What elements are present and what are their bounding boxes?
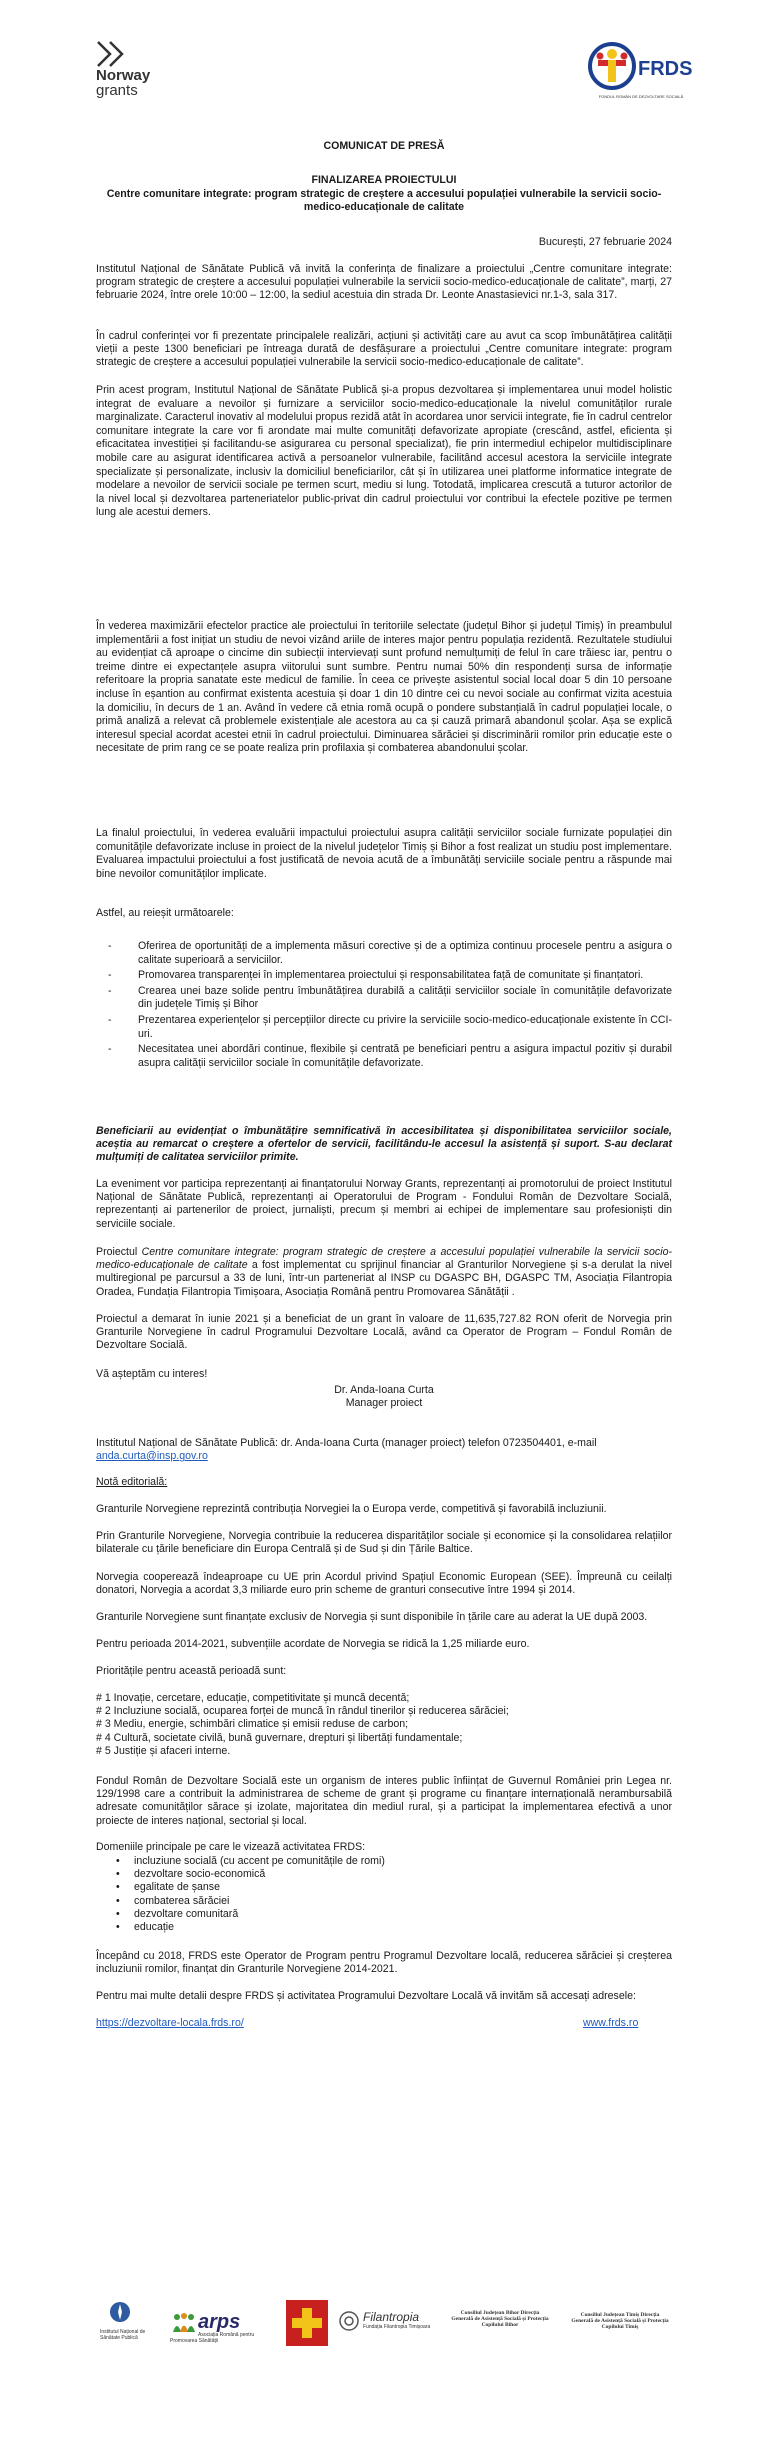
note-title: Notă editorială: <box>96 1476 168 1488</box>
note-paragraph-5: Pentru perioada 2014-2021, subvențiile acordate de Norvegia se ridică la 1,25 miliarde euro. <box>96 1638 530 1650</box>
frds-logo <box>586 36 696 106</box>
dgaspc-timis-logo <box>570 2312 670 2330</box>
priority-item: # 2 Incluziune socială, ocuparea forței de muncă în rândul tinerilor și reducerea sărăciei; <box>96 1705 509 1718</box>
dgaspc-bihor-logo <box>450 2310 550 2328</box>
filantropia-oradea-logo <box>286 2300 328 2346</box>
insp-emblem-icon <box>108 2300 132 2324</box>
filantropia-timisoara-logo <box>338 2310 438 2332</box>
frds-name: FRDS <box>638 58 693 80</box>
paragraph-study: În vederea maximizării efectelor practice ale proiectului în teritoriile selectate (județul Bihor și județul Timiș) în preambulul implementării a fost inițiat un studiu de nevoi vizând ariile de interes major pentru populația rezidentă. Rezultatele studiului au evidențiat că aproape o cincime din subiecții intervievați sunt profund nemulțumiți de felul în care trăiesc iar, pentru o treime dintre ei expectanțele asupra viitorului sunt sumbre. Pentru numai 50% din respondenți sursa de informație referitoare la propria sanatate este medicul de familie. În ceea ce privește asistentul social local doar 5 din 10 persoane incluse în eșantion au confirmat existenta acestuia și doar 1 din 10 dintre cei cu nevoi sociale au confirmat vizita acestuia la domiciliu, în decurs de 1 an. Având în vedere că etnia romă ocupă o pondere substanțială în cadrul populației locale, o primă analiză a relevat că problemele existențiale ale acestora au ca și cauză primară abandonul școlar. Așa se explică interesul special acordat acestei etnii în cadrul proiectului. Diminuarea sărăciei și discriminării romilor prin educație este o necesitate de prim rang ce se poate realiza prin profilaxia și combaterea abandonului școlar. <box>96 620 672 755</box>
dgaspc-timis-caption: Consiliul Județean Timiș Direcția Generală de Asistență Socială și Protecția Copilului Timiș <box>571 2312 669 2330</box>
closing: Vă așteptăm cu interes! <box>96 1368 208 1380</box>
priority-item: # 4 Cultură, societate civilă, bună guvernare, drepturi și libertăți fundamentale; <box>96 1731 463 1744</box>
insp-caption: Institutul Național de Sănătate Publică <box>100 2329 146 2341</box>
partnership-suffix: a fost implementat cu sprijinul financiar al Granturilor Norvegiene și s-a derulat la nivel multiregional pe parcursul a 33 de luni, într-un parteneriat al INSP cu DGASPC BH, DGASPC TM, Asociația Filantropia Oradea, Fundația Filantropia Timișoara, Asociația Română pentru Promovarea Sănătății . <box>96 1259 672 1298</box>
partnership-project-name: Centre comunitare integrate: program strategic de creștere a accesului populației vulnerabile la servicii socio-medico-educaționale de calitate <box>96 1246 672 1272</box>
frds-subtitle: FONDUL ROMÂN DE DEZVOLTARE SOCIALĂ <box>598 94 684 99</box>
title-line-2: Centre comunitare integrate: program strategic de creștere a accesului populației vulnerabile la servicii socio-medico-educaționale de calitate <box>106 188 662 214</box>
filantropia-caption: Fundația Filantropia Timișoara <box>363 2324 431 2330</box>
contact-line <box>96 1437 672 1463</box>
paragraph-evaluation: La finalul proiectului, în vederea evaluării impactului proiectului asupra calității serviciilor sociale furnizate populației din comunitățile defavorizate incluse in proiect de la nivelul județelor Timiș și Bihor a fost realizat un studiu post implementare. Evaluarea impactului proiectului a fost justificată de nevoia acută de a îmbunătăți serviciile sociale pentru a răspunde mai bine nevoilor comunităților implicate. <box>96 827 672 880</box>
paragraph-conference: În cadrul conferinței vor fi prezentate principalele realizări, acțiuni și activități care au avut ca scop îmbunătățirea calității vieții a peste 1300 beneficiari pe întreaga durată de desfășurare a proiectului „Centre comunitare integrate: program strategic de creștere a accesului populației vulnerabile la servicii socio-medico-educaționale de calitate”. <box>96 330 672 369</box>
kicker: COMUNICAT DE PRESĂ <box>323 140 445 152</box>
insp-logo <box>100 2300 150 2341</box>
frds-circle-icon <box>586 40 638 96</box>
results-item: - Prezentarea experiențelor și percepțiilor directe cu privire la serviciile socio-medico-educaționale existente în CCI- uri. <box>96 1014 672 1041</box>
link-dezvoltare-locala[interactable]: https://dezvoltare-locala.frds.ro/ <box>96 2017 244 2029</box>
note-paragraph-3: Norvegia cooperează îndeaproape cu UE prin Acordul privind Spațiul Economic European (SEE). Împreună cu ceilalți donatori, Norvegia a acordat 3,3 miliarde euro prin scheme de granturi consecutive între 1994 și 2014. <box>96 1571 672 1597</box>
results-item: - Crearea unei baze solide pentru îmbunătățirea durabilă a calității serviciilor sociale în comunitățile defavorizate din județele Timiș și Bihor <box>96 985 672 1012</box>
results-item: - Oferirea de oportunități de a implementa măsuri corective și de a optimiza continuu procesele pentru a asigura o calitate superioară a serviciilor. <box>96 940 672 967</box>
note-paragraph-4: Granturile Norvegiene sunt finanțate exclusiv de Norvegia și sunt disponibile în țările care au aderat la UE după 2003. <box>96 1611 648 1623</box>
signer-role: Manager proiect <box>345 1397 423 1409</box>
note-paragraph-6: Prioritățile pentru această perioadă sunt: <box>96 1665 287 1677</box>
note-paragraph-operator: Începând cu 2018, FRDS este Operator de Program pentru Programul Dezvoltare locală, reducerea sărăciei și creșterea incluziunii romilor, finanțat din Granturile Norvegiene 2014-2021. <box>96 1950 672 1976</box>
note-paragraph-1: Granturile Norvegiene reprezintă contribuția Norvegiei la o Europa verde, competitivă și favorabilă incluziunii. <box>96 1503 607 1515</box>
contact-email-link[interactable]: anda.curta@insp.gov.ro <box>96 1450 208 1463</box>
norway-grants-logo <box>96 40 186 104</box>
contact-text: Institutul Național de Sănătate Publică: dr. Anda-Ioana Curta (manager proiect) telefon 0723504401, e-mail <box>96 1437 597 1449</box>
arps-figures-icon <box>170 2312 198 2334</box>
paragraph-program: Prin acest program, Institutul Național de Sănătate Publică și-a propus dezvoltarea și implementarea unui model holistic integrat de evaluare a nevoilor și furnizare a serviciilor socio-medico-educaționale la nivelul comunităților rurale marginalizate. Caracterul inovativ al modelului propus rezidă atât în acordarea unor servicii integrate, fie în cadrul centrelor comunitare integrate la care vor fi arondate mai multe comunități defavorizate apropiate (crescând, astfel, eficienta și eficacitatea investiției și facilitandu-se asigurarea cu personal specializat), fie prin intermediul echipelor multidisciplinare mobile care au asigurat identificarea activă a persoanelor vulnerabile, facilitând accesul acestora la serviciile integrate specializate și personalizate, inclusiv la domiciliul beneficiarilor, cât și în utilizarea unei platforme informatice integrate de modelare a nevoilor de servicii sociale pe termen scurt, mediu si lung. Totodată, implicarea crescută a tuturor actorilor de la nivel local și dezvoltarea parteneriatelor public-privat din cadrul proiectului vor contribui la efectele pozitive pe termen lung ale acestui demers. <box>96 384 672 519</box>
partnership-prefix: Proiectul <box>96 1246 142 1258</box>
domains-list <box>96 1855 672 1934</box>
dateline: București, 27 februarie 2024 <box>538 236 672 248</box>
arps-wordmark: arps <box>198 2311 241 2333</box>
note-paragraph-domains-intro: Domeniile principale pe care le vizează activitatea FRDS: <box>96 1841 366 1853</box>
paragraph-invitation: Institutul Național de Sănătate Publică vă invită la conferința de finalizare a proiectului „Centre comunitare integrate: program strategic de creștere a accesului populației vulnerabile la servicii socio-medico-educaționale de calitate”, marți, 27 februarie 2024, între orele 10:00 – 12:00, la sediul acestuia din strada Dr. Leonte Anastasievici nr.1-3, sala 317. <box>96 263 672 302</box>
filantropia-circle-icon <box>338 2310 360 2332</box>
priority-item: # 3 Mediu, energie, schimbări climatice și emisii reduse de carbon; <box>96 1718 409 1731</box>
domain-item: • incluziune socială (cu accent pe comunitățile de romi) <box>96 1855 672 1868</box>
note-paragraph-frds: Fondul Român de Dezvoltare Socială este un organism de interes public înființat de Guvernul României prin Legea nr. 129/1998 care a contribuit la administrarea de scheme de grant și programe cu finanțare internațională nerambursabilă adresate comunităților sărace și izolate, majoritatea din mediul rural, și a participat la implementarea efectivă a unor proiecte de interes național, sectorial și local. <box>96 1775 672 1827</box>
arps-logo <box>170 2312 270 2344</box>
arps-caption: Asociația Română pentru Promovarea Sănătății <box>170 2332 255 2344</box>
results-item: - Promovarea transparenței în implementarea proiectului și responsabilitatea față de comunitate și finanțatori. <box>96 969 672 983</box>
highlight-text: Beneficiarii au evidențiat o îmbunătățire semnificativă în accesibilitatea și disponibilitatea serviciilor sociale, aceștia au remarcat o creștere a ofertelor de servicii, facilitându-le accesul la asistență și suport. S-au declarat mulțumiți de calitatea serviciilor primite <box>96 1125 672 1164</box>
note-paragraph-details: Pentru mai multe detalii despre FRDS și activitatea Programului Dezvoltare Locală vă invităm să accesați adresele: <box>96 1990 636 2002</box>
dgaspc-bihor-caption: Consiliul Județean Bihor Direcția Generală de Asistență Socială și Protecția Copilului Bihor <box>451 2310 549 2328</box>
domain-item: • dezvoltare socio-economică <box>96 1868 672 1881</box>
paragraph-partnership <box>96 1246 672 1299</box>
partner-logos <box>100 2300 680 2360</box>
filantropia-wordmark: Filantropia <box>363 2310 420 2324</box>
paragraph-participants: La eveniment vor participa reprezentanți ai finanțatorului Norway Grants, reprezentanți ai promotorului de proiect Institutul Național de Sănătate Publică, reprezentanți ai Operatorului de Program - Fondului Român de Dezvoltare Socială, reprezentanți ai partenerilor de proiect, jurnaliști, precum și membri ai echipei de implementare sau profesioniști din serviciile sociale. <box>96 1178 672 1230</box>
domain-item: • dezvoltare comunitară <box>96 1908 672 1921</box>
logo-line-1: Norway <box>96 67 151 84</box>
priority-item: # 5 Justiție și afaceri interne. <box>96 1744 231 1757</box>
cross-emblem-icon <box>286 2300 328 2346</box>
signer-name: Dr. Anda-Ioana Curta <box>334 1384 434 1396</box>
results-item: - Necesitatea unei abordări continue, flexibile și centrată pe beneficiari pentru a asigura impactul pozitiv și durabil asupra calității serviciilor sociale în comunitățile defavorizate. <box>96 1043 672 1070</box>
norway-grants-mark-icon <box>96 40 156 68</box>
domain-item: • egalitate de șanse <box>96 1881 672 1894</box>
priority-item: # 1 Inovație, cercetare, educație, competitivitate și muncă decentă; <box>96 1692 410 1704</box>
results-list <box>96 940 672 1070</box>
priorities-list <box>96 1692 672 1758</box>
title-line-1: FINALIZAREA PROIECTULUI <box>311 174 457 186</box>
link-frds[interactable]: www.frds.ro <box>583 2017 639 2029</box>
paragraph-results-intro: Astfel, au reieșit următoarele: <box>96 907 234 919</box>
logo-line-2: grants <box>96 82 138 99</box>
domain-item: • combaterea sărăciei <box>96 1895 672 1908</box>
paragraph-grant: Proiectul a demarat în iunie 2021 și a beneficiat de un grant în valoare de 11,635,727.82 RON oferit de Norvegia prin Granturile Norvegiene în cadrul Programului Dezvoltare Locală, având ca Operator de Program – Fondul Român de Dezvoltare Socială. <box>96 1313 672 1352</box>
highlight-beneficiaries: Beneficiarii au evidențiat o îmbunătățire semnificativă în accesibilitatea și disponibilitatea serviciilor sociale, aceștia au remarcat o creștere a ofertelor de servicii, facilitându-le accesul la asistență și suport. S-au declarat mulțumiți de calitatea serviciilor primite. <box>96 1125 672 1164</box>
note-paragraph-2: Prin Granturile Norvegiene, Norvegia contribuie la reducerea disparităților sociale și economice și la consolidarea relațiilor bilaterale cu țările beneficiare din Europa Centrală și de Sud și din Țările Baltice. <box>96 1530 672 1556</box>
domain-item: • educație <box>96 1921 672 1934</box>
